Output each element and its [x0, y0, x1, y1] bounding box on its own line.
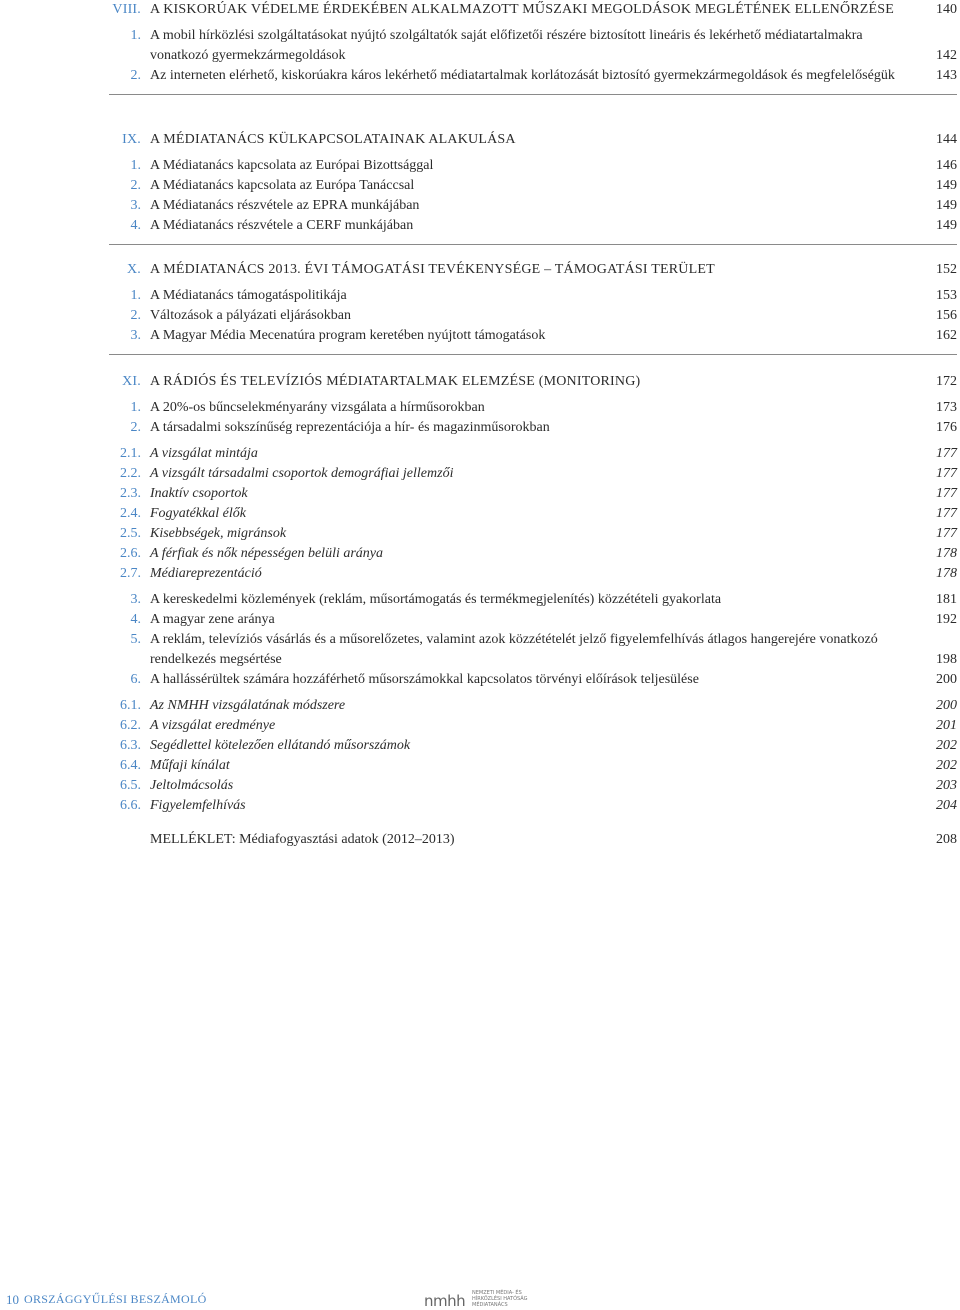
- toc-entry-page: 192: [936, 612, 957, 627]
- toc-entry-title: MELLÉKLET: Médiafogyasztási adatok (2012–2013): [150, 832, 455, 847]
- toc-entry[interactable]: [109, 26, 957, 66]
- toc-entry-page: 204: [936, 798, 957, 813]
- toc-entry-title: Változások a pályázati eljárásokban: [150, 308, 351, 323]
- toc-entry-title: Az NMHH vizsgálatának módszere: [150, 698, 346, 713]
- toc-entry-number: IX.: [122, 132, 141, 147]
- toc-entry-number: 1.: [130, 288, 141, 303]
- toc-entry-title: A KISKORÚAK VÉDELME ÉRDEKÉBEN ALKALMAZOTT MŰSZAKI MEGOLDÁSOK MEGLÉTÉNEK ELLENŐRZÉSE: [150, 2, 895, 17]
- toc-entry-number: 2.7.: [120, 566, 141, 581]
- toc-entry[interactable]: [109, 286, 957, 306]
- toc-entry-page: 149: [936, 198, 957, 213]
- toc-entry[interactable]: [109, 590, 957, 610]
- toc-entry-title: A vizsgálat mintája: [150, 446, 258, 461]
- toc-entry-number: 6.1.: [120, 698, 141, 713]
- toc-entry-title: A RÁDIÓS ÉS TELEVÍZIÓS MÉDIATARTALMAK ELEMZÉSE (MONITORING): [150, 374, 641, 389]
- toc-entry-title: A Médiatanács kapcsolata az Európai Bizottsággal: [150, 158, 434, 173]
- toc-entry-page: 143: [936, 68, 957, 83]
- toc-chapter-heading[interactable]: [109, 130, 957, 150]
- toc-entry-number: 6.: [130, 672, 141, 687]
- toc-entry[interactable]: [109, 830, 957, 850]
- toc-entry-number: 3.: [130, 592, 141, 607]
- toc-entry-title: Fogyatékkal élők: [150, 506, 247, 521]
- toc-entry-number: 6.5.: [120, 778, 141, 793]
- toc-entry-number: 1.: [130, 158, 141, 173]
- toc-entry-number: 2.1.: [120, 446, 141, 461]
- toc-entry-title: A Magyar Média Mecenatúra program keretében nyújtott támogatások: [150, 328, 546, 343]
- toc-entry[interactable]: [109, 776, 957, 796]
- toc-entry-title: Kisebbségek, migránsok: [150, 526, 287, 541]
- toc-entry-page: 177: [936, 506, 957, 521]
- toc-entry-number: VIII.: [112, 2, 141, 17]
- toc-entry[interactable]: [109, 544, 957, 564]
- toc-entry-title: A magyar zene aránya: [150, 612, 275, 627]
- toc-entry-title: A vizsgált társadalmi csoportok demográfiai jellemzői: [150, 466, 454, 481]
- toc-entry-title: A MÉDIATANÁCS 2013. ÉVI TÁMOGATÁSI TEVÉKENYSÉGE – TÁMOGATÁSI TERÜLET: [150, 262, 715, 277]
- toc-entry-page: 200: [936, 672, 957, 687]
- toc-entry[interactable]: [109, 176, 957, 196]
- toc-entry-number: 2.3.: [120, 486, 141, 501]
- toc-entry-page: 144: [936, 132, 957, 147]
- logo-mark: nmhh: [424, 1292, 466, 1310]
- toc-entry[interactable]: [109, 564, 957, 584]
- toc-entry-page: 172: [936, 374, 957, 389]
- toc-entry-title: Jeltolmácsolás: [150, 778, 234, 793]
- toc-chapter-heading[interactable]: [109, 0, 957, 20]
- toc-entry[interactable]: [109, 670, 957, 690]
- toc-entry-number: 6.3.: [120, 738, 141, 753]
- page-footer: [0, 1290, 960, 1309]
- toc-entry-number: 2.4.: [120, 506, 141, 521]
- toc-entry[interactable]: [109, 716, 957, 736]
- toc-entry-page: 178: [936, 546, 957, 561]
- toc-entry[interactable]: [109, 326, 957, 346]
- toc-entry-page: 173: [936, 400, 957, 415]
- toc-entry-title: A mobil hírközlési szolgáltatásokat nyújtó szolgáltatók saját előfizetői részére biztosított lineáris és lekérhető médiatartalmakra vonatkozó gyermekzármegoldások: [150, 28, 863, 63]
- toc-entry-number: 2.: [130, 178, 141, 193]
- toc-entry-title: A társadalmi sokszínűség reprezentációja a hír- és magazinműsorokban: [150, 420, 550, 435]
- toc-entry[interactable]: [109, 504, 957, 524]
- toc-section: [109, 368, 957, 858]
- toc-entry-title: A MÉDIATANÁCS KÜLKAPCSOLATAINAK ALAKULÁSA: [150, 132, 516, 147]
- toc-entry-number: 1.: [130, 400, 141, 415]
- toc-entry-number: 2.5.: [120, 526, 141, 541]
- toc-entry[interactable]: [109, 696, 957, 716]
- toc-entry-page: 202: [936, 738, 957, 753]
- toc-entry-title: A Médiatanács részvétele az EPRA munkájában: [150, 198, 420, 213]
- toc-chapter-heading[interactable]: [109, 260, 957, 280]
- toc-entry-title: Az interneten elérhető, kiskorúakra káros lekérhető médiatartalmak korlátozását biztosító gyermekzármegoldások és megfelelőségük: [150, 68, 895, 83]
- toc-entry[interactable]: [109, 398, 957, 418]
- toc-entry-page: 201: [936, 718, 957, 733]
- toc-section: [109, 0, 957, 95]
- toc-entry-page: 177: [936, 526, 957, 541]
- toc-entry-title: A 20%-os bűncselekményarány vizsgálata a hírműsorokban: [150, 400, 485, 415]
- toc-entry-title: Műfaji kínálat: [150, 758, 230, 773]
- toc-entry-title: Médiareprezentáció: [150, 566, 262, 581]
- toc-entry[interactable]: [109, 464, 957, 484]
- footer-title: ORSZÁGGYŰLÉSI BESZÁMOLÓ: [24, 1292, 207, 1306]
- toc-entry-title: A férfiak és nők népességen belüli aránya: [150, 546, 384, 561]
- nmhh-logo: [424, 1290, 534, 1309]
- toc-entry-number: 2.: [130, 308, 141, 323]
- toc-entry-page: 203: [936, 778, 957, 793]
- toc-section: [109, 256, 957, 355]
- toc-entry-number: 1.: [130, 28, 141, 43]
- toc-entry-page: 177: [936, 486, 957, 501]
- toc-entry-page: 181: [936, 592, 957, 607]
- toc-entry-title: A Médiatanács támogatáspolitikája: [150, 288, 347, 303]
- toc-entry[interactable]: [109, 306, 957, 326]
- toc-entry-title: Inaktív csoportok: [150, 486, 248, 501]
- toc-entry-page: 178: [936, 566, 957, 581]
- toc-entry-page: 200: [936, 698, 957, 713]
- toc-entry-title: A Médiatanács részvétele a CERF munkájában: [150, 218, 414, 233]
- toc-entry-number: 6.4.: [120, 758, 141, 773]
- toc-entry-page: 140: [936, 2, 957, 17]
- toc-entry-number: 3.: [130, 198, 141, 213]
- toc-entry-number: 4.: [130, 218, 141, 233]
- toc-entry[interactable]: [109, 756, 957, 776]
- toc-entry-number: 2.2.: [120, 466, 141, 481]
- toc-entry-page: 146: [936, 158, 957, 173]
- toc-entry[interactable]: [109, 484, 957, 504]
- toc-entry-number: 2.6.: [120, 546, 141, 561]
- toc-entry-page: 177: [936, 466, 957, 481]
- toc-entry-number: 4.: [130, 612, 141, 627]
- toc-entry-page: 198: [936, 652, 957, 667]
- toc-entry[interactable]: [109, 66, 957, 86]
- toc-entry-number: 5.: [130, 632, 141, 647]
- toc-entry-number: XI.: [122, 374, 141, 389]
- toc-entry[interactable]: [109, 196, 957, 216]
- toc-entry[interactable]: [109, 524, 957, 544]
- logo-text: NEMZETI MÉDIA- ÉS HÍRKÖZLÉSI HATÓSÁG MÉDIATANÁCS: [472, 1290, 528, 1308]
- toc-entry-title: A reklám, televíziós vásárlás és a műsorelőzetes, valamint azok közzétételét jelző figyelemfelhívás átlagos hangerejére vonatkozó rendelkezés megsértése: [150, 632, 878, 667]
- toc-entry-title: A vizsgálat eredménye: [150, 718, 276, 733]
- toc-entry-page: 162: [936, 328, 957, 343]
- toc-entry[interactable]: [109, 796, 957, 816]
- toc-entry-number: X.: [126, 262, 141, 277]
- toc-chapter-heading[interactable]: [109, 372, 957, 392]
- footer-page-number: 10: [6, 1292, 19, 1307]
- toc-entry-title: Figyelemfelhívás: [150, 798, 246, 813]
- toc-entry-number: 6.6.: [120, 798, 141, 813]
- toc-entry[interactable]: [109, 418, 957, 438]
- toc-entry-title: A kereskedelmi közlemények (reklám, műsortámogatás és termékmegjelenítés) közzétételi gyakorlata: [150, 592, 722, 607]
- toc-entry[interactable]: [109, 444, 957, 464]
- toc-entry-title: A hallássérültek számára hozzáférhető műsorszámokkal kapcsolatos törvényi előírások teljesülése: [150, 672, 699, 687]
- toc-entry-page: 156: [936, 308, 957, 323]
- toc-entry-page: 176: [936, 420, 957, 435]
- toc-entry[interactable]: [109, 630, 957, 670]
- toc-entry-number: 2.: [130, 68, 141, 83]
- toc-entry-page: 152: [936, 262, 957, 277]
- toc-section: [109, 126, 957, 245]
- toc-entry-title: A Médiatanács kapcsolata az Európa Tanáccsal: [150, 178, 415, 193]
- toc-entry[interactable]: [109, 736, 957, 756]
- toc-entry[interactable]: [109, 610, 957, 630]
- toc-entry-page: 208: [936, 832, 957, 847]
- toc-entry-page: 202: [936, 758, 957, 773]
- toc-entry-page: 149: [936, 218, 957, 233]
- toc-entry-page: 142: [936, 48, 957, 63]
- toc-entry[interactable]: [109, 216, 957, 236]
- toc-entry-page: 149: [936, 178, 957, 193]
- toc-entry-number: 6.2.: [120, 718, 141, 733]
- toc-entry-page: 177: [936, 446, 957, 461]
- toc-entry-title: Segédlettel kötelezően ellátandó műsorszámok: [150, 738, 411, 753]
- toc-entry-number: 2.: [130, 420, 141, 435]
- toc-entry-page: 153: [936, 288, 957, 303]
- toc-entry-number: 3.: [130, 328, 141, 343]
- toc-entry[interactable]: [109, 156, 957, 176]
